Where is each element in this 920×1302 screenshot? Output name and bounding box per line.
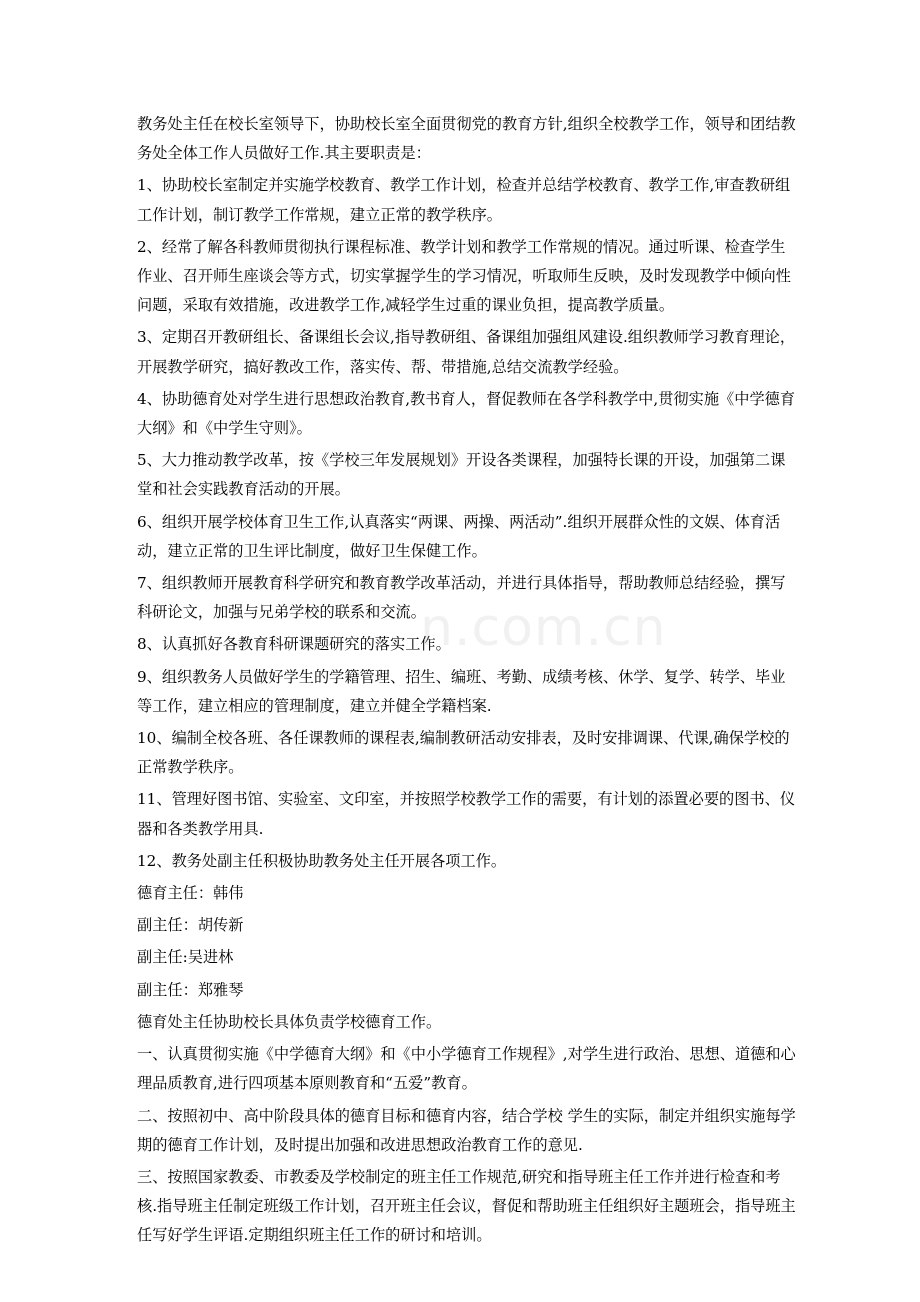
- paragraph-duty-11: 11、管理好图书馆、实验室、文印室，并按照学校教学工作的需要，有计划的添置必要的图书、仪器和各类教学用具.: [137, 790, 796, 838]
- paragraph-moral-2: 二、按照初中、高中阶段具体的德育目标和德育内容，结合学校 学生的实际，制定并组织实施每学期的德育工作计划，及时提出加强和改进思想政治教育工作的意见.: [137, 1106, 796, 1154]
- watermark-text: n.com.cn: [420, 598, 667, 658]
- paragraph-moral-3: 三、按照国家教委、市教委及学校制定的班主任工作规范,研究和指导班主任工作并进行检查和考核.指导班主任制定班级工作计划，召开班主任会议，督促和帮助班主任组织好主题班会，指导班主任写好学生评语.定期组织班主任工作的研讨和培训。: [137, 1167, 796, 1245]
- paragraph-duty-8: 8、认真抓好各教育科研课题研究的落实工作。: [137, 635, 451, 654]
- staff-line-deputy-3: 副主任：郑雅琴: [137, 980, 244, 999]
- staff-line-director: 德育主任：韩伟: [137, 884, 244, 903]
- paragraph-duty-5: 5、大力推动教学改革，按《学校三年发展规划》开设各类课程，加强特长课的开设，加强第二课堂和社会实践教育活动的开展。: [137, 451, 786, 499]
- paragraph-duty-9: 9、组织教务人员做好学生的学籍管理、招生、编班、考勤、成绩考核、休学、复学、转学、毕业等工作，建立相应的管理制度，建立并健全学籍档案.: [137, 667, 786, 715]
- paragraph-duty-3: 3、定期召开教研组长、备课组长会议,指导教研组、备课组加强组风建设.组织教师学习教育理论，开展教学研究，搞好教改工作，落实传、帮、带措施,总结交流教学经验。: [137, 328, 796, 376]
- paragraph-moral-1: 一、认真贯彻实施《中学德育大纲》和《中小学德育工作规程》,对学生进行政治、思想、道德和心理品质教育,进行四项基本原则教育和“五爱”教育。: [137, 1045, 796, 1093]
- paragraph-duty-4: 4、协助德育处对学生进行思想政治教育,教书育人，督促教师在各学科教学中,贯彻实施《中学德育大纲》和《中学生守则》。: [137, 389, 796, 438]
- paragraph-duty-6: 6、组织开展学校体育卫生工作,认真落实“两课、两操、两活动”.组织开展群众性的文娱、体育活动，建立正常的卫生评比制度，做好卫生保健工作。: [137, 512, 781, 560]
- paragraph-duty-7: 7、组织教师开展教育科学研究和教育教学改革活动，并进行具体指导，帮助教师总结经验，撰写科研论文，加强与兄弟学校的联系和交流。: [137, 574, 786, 622]
- paragraph-duty-12: 12、教务处副主任积极协助教务处主任开展各项工作。: [137, 851, 507, 870]
- paragraph-moral-intro: 德育处主任协助校长具体负责学校德育工作。: [137, 1012, 442, 1031]
- paragraph-intro: 教务处主任在校长室领导下，协助校长室全面贯彻党的教育方针,组织全校教学工作，领导和团结教务处全体工作人员做好工作.其主要职责是：: [137, 115, 796, 163]
- paragraph-duty-10: 10、编制全校各班、各任课教师的课程表,编制教研活动安排表，及时安排调课、代课,确保学校的正常教学秩序。: [137, 729, 790, 777]
- document-body: [137, 110, 797, 1254]
- staff-line-deputy-2: 副主任:吴进林: [137, 948, 234, 967]
- paragraph-duty-1: 1、协助校长室制定并实施学校教育、教学工作计划，检查并总结学校教育、教学工作,审查教研组工作计划，制订教学工作常规，建立正常的教学秩序。: [137, 176, 791, 224]
- staff-line-deputy-1: 副主任：胡传新: [137, 916, 244, 935]
- paragraph-duty-2: 2、经常了解各科教师贯彻执行课程标准、教学计划和教学工作常规的情况。通过听课、检查学生作业、召开师生座谈会等方式，切实掌握学生的学习情况，听取师生反映，及时发现教学中倾向性问题，采取有效措施，改进教学工作,减轻学生过重的课业负担，提高教学质量。: [137, 237, 791, 315]
